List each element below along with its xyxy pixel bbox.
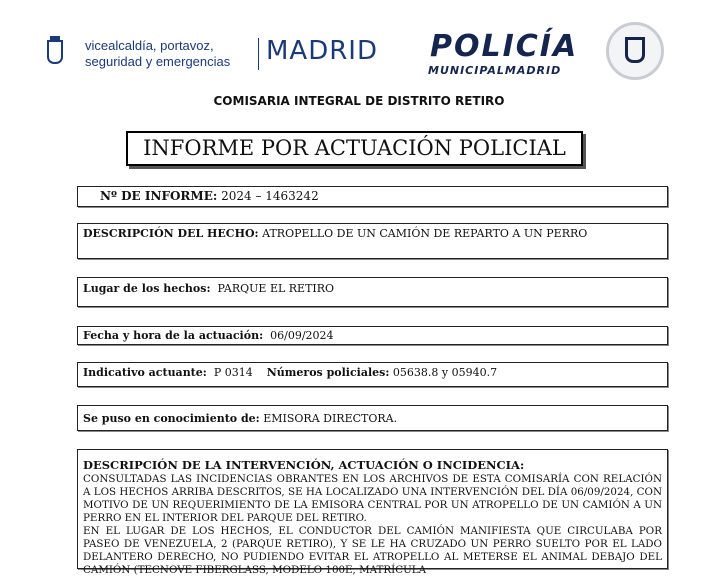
police-seal-icon (606, 22, 664, 80)
datetime-label: Fecha y hora de la actuación: (83, 329, 264, 342)
policia-logo-subtitle: MUNICIPALMADRID (428, 64, 562, 77)
station-name: COMISARIA INTEGRAL DE DISTRITO RETIRO (213, 94, 505, 108)
intervention-label: DESCRIPCIÓN DE LA INTERVENCIÓN, ACTUACIÓN O INCIDENCIA: (83, 458, 525, 472)
badges-value: 05638.8 y 05940.7 (392, 366, 498, 379)
datetime-box (77, 326, 668, 345)
report-title: INFORME POR ACTUACIÓN POLICIAL (126, 131, 583, 166)
report-number-value: 2024 – 1463242 (221, 189, 319, 203)
indicative-box (77, 362, 668, 387)
badges-label: Números policiales: (266, 366, 390, 379)
location-box (77, 277, 668, 307)
madrid-shield-icon (47, 40, 63, 64)
intervention-text-2: EN EL LUGAR DE LOS HECHOS, EL CONDUCTOR DEL CAMIÓN MANIFIESTA QUE CIRCULABA POR PASEO DE VENEZUELA, 2 (PARQUE RETIRO), Y SE LE HA CRUZADO UN PERRO SUELTO POR EL LADO DELANTERO DERECHO, NO PUDIENDO EVITAR EL ATROPELLO AL METERSE EL ANIMAL DEBAJO DEL CAMIÓN (TECNOVE FIBERGLASS, MODELO 100E, MATRÍCULA (83, 525, 662, 576)
notified-value: EMISORA DIRECTORA. (263, 412, 398, 425)
logo-divider (258, 38, 259, 70)
description-box (77, 223, 668, 259)
indicative-value: P 0314 (213, 366, 253, 379)
location-label: Lugar de los hechos: (83, 282, 211, 295)
department-line-1: vicealcaldía, portavoz, (85, 38, 214, 53)
madrid-logo: MADRID (266, 36, 378, 66)
indicative-label: Indicativo actuante: (83, 366, 207, 379)
intervention-box (77, 449, 668, 576)
description-value: ATROPELLO DE UN CAMIÓN DE REPARTO A UN PERRO (262, 227, 588, 240)
location-value: PARQUE EL RETIRO (217, 282, 335, 295)
report-number-label: Nº DE INFORME: (100, 189, 218, 203)
description-label: DESCRIPCIÓN DEL HECHO: (83, 227, 259, 240)
notified-label: Se puso en conocimiento de: (83, 412, 260, 425)
intervention-text: CONSULTADAS LAS INCIDENCIAS OBRANTES EN LOS ARCHIVOS DE ESTA COMISARÍA CON RELACIÓN A LOS HECHOS ARRIBA DESCRITOS, SE HA LOCALIZADO UNA INTERVENCIÓN DEL DÍA 06/09/2024, CON MOTIVO DE UN REQUERIMIENTO DE LA EMISORA CENTRAL POR UN ATROPELLO DE UN CAMIÓN A UN PERRO EN EL INTERIOR DEL PARQUE DEL RETIRO. (83, 473, 662, 524)
report-number-box (77, 186, 668, 207)
department-name (85, 38, 253, 70)
datetime-value: 06/09/2024 (270, 329, 334, 342)
notified-box (77, 405, 668, 431)
policia-logo: POLICÍA (430, 29, 579, 64)
department-line-2: seguridad y emergencias (85, 54, 231, 69)
